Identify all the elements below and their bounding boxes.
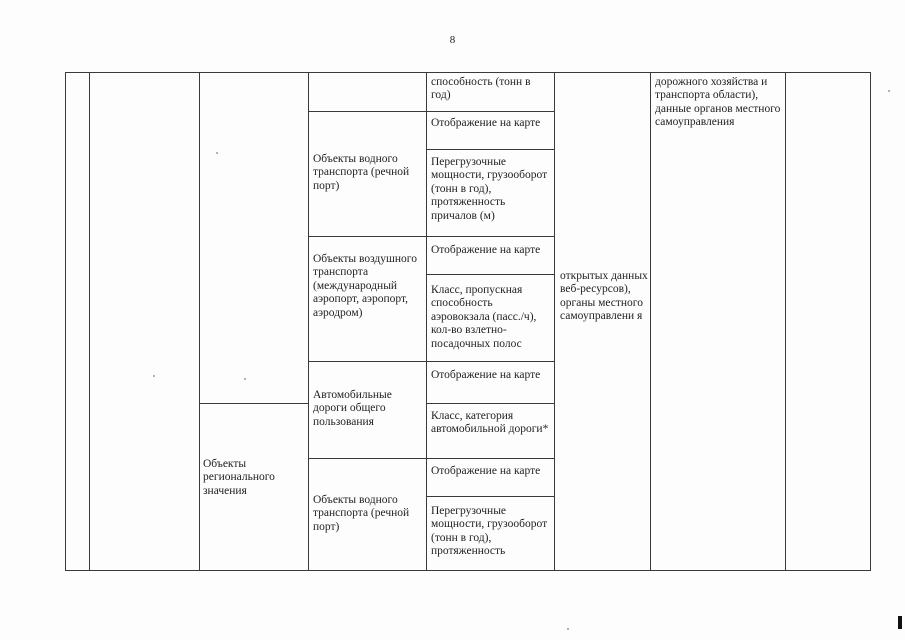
table-cell: Объекты воздушного транспорта (международный аэропорт, аэропорт, аэродром) [313,253,417,319]
column-divider [199,72,200,571]
scan-edge-mark [898,616,902,629]
row-divider [426,361,555,362]
column-divider [785,72,786,571]
table-cell: Перегрузочные мощности, грузооборот (тонн в год), протяженность причалов (м) [431,156,548,222]
column-divider [650,72,651,571]
table-cell: Отображение на карте [431,117,541,129]
row-divider [426,403,555,404]
scan-speck [888,90,890,92]
table-cell: Объекты водного транспорта (речной порт) [313,494,410,533]
table-cell: Перегрузочные мощности, грузооборот (тонн в год), протяженность [431,505,548,558]
table-cell: Автомобильные дороги общего пользования [313,389,392,428]
table-cell: дорожного хозяйства и транспорта области), данные органов местного самоуправления [655,76,781,129]
column-divider [65,72,66,571]
row-divider [426,274,555,275]
table-cell: Объекты водного транспорта (речной порт) [313,153,410,192]
row-divider [308,458,427,459]
column-divider [870,72,871,571]
table-cell: Отображение на карте [431,369,541,381]
scan-speck [216,152,218,154]
page-number: 8 [449,34,456,46]
table-border-bottom [65,570,871,571]
table-border-top [65,72,871,73]
row-divider [426,149,555,150]
row-divider [426,111,555,112]
column-divider [89,72,90,571]
row-divider [308,361,427,362]
table-cell: Класс, пропускная способность аэровокзала (пасс./ч), кол-во взлетно-посадочных полос [431,284,537,350]
row-divider [426,496,555,497]
table-cell: Объекты регионального значения [203,458,275,497]
scan-speck [153,375,155,377]
table-cell: открытых данных веб-ресурсов), органы местного самоуправлени я [560,270,648,323]
table-cell: Класс, категория автомобильной дороги* [431,410,549,436]
row-divider [308,236,427,237]
column-divider [308,72,309,571]
row-divider [426,236,555,237]
scan-speck [567,628,569,630]
scan-speck [244,378,246,380]
row-divider [308,111,427,112]
table-cell: способность (тонн в год) [431,76,531,102]
row-divider [199,403,309,404]
row-divider [426,458,555,459]
table-cell: Отображение на карте [431,244,541,256]
table-cell: Отображение на карте [431,465,541,477]
